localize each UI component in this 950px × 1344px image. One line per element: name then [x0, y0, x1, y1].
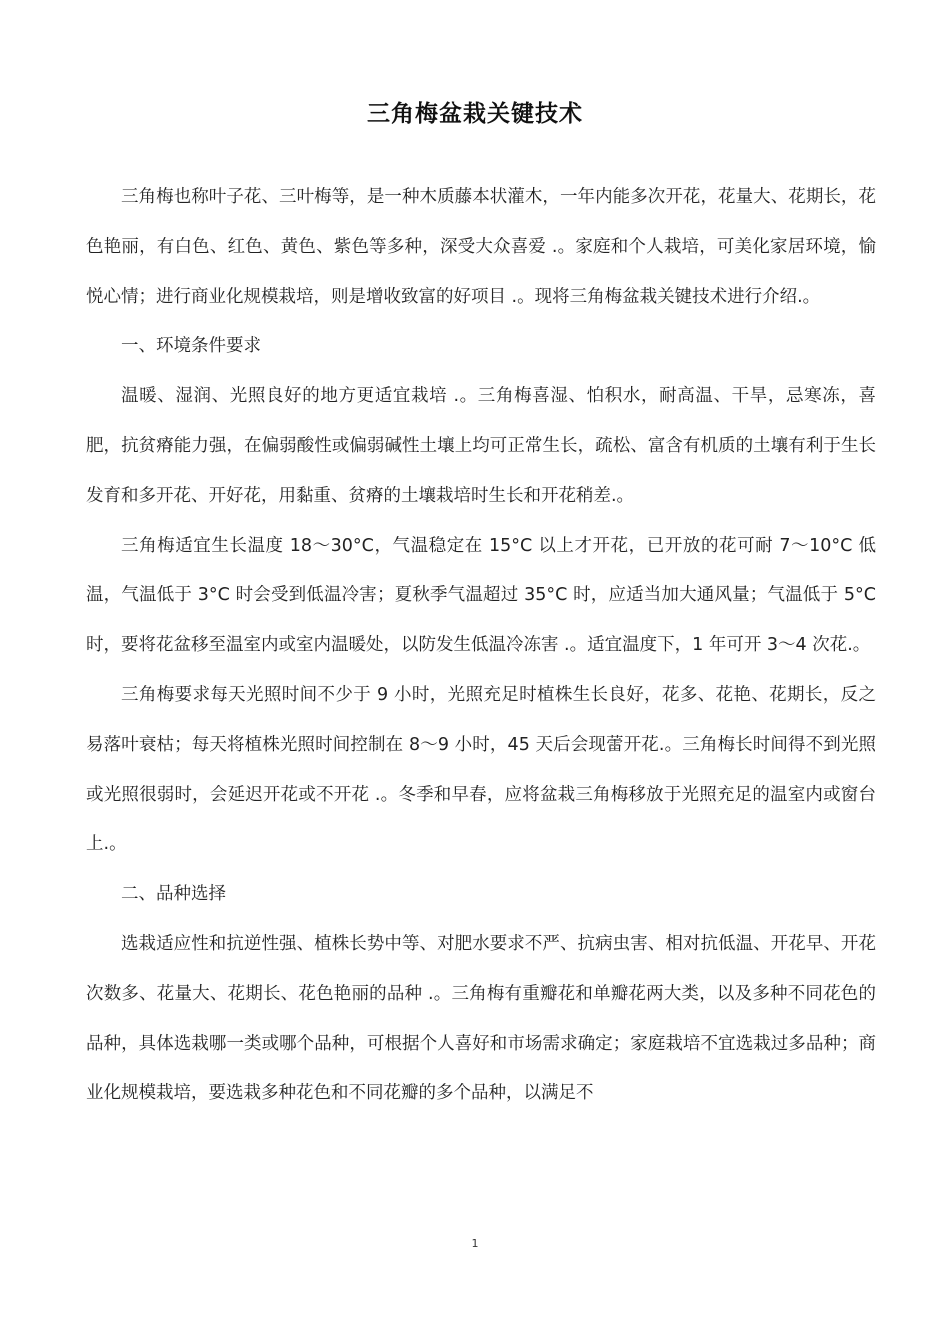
section-heading-variety: 二、品种选择 [121, 884, 226, 905]
variety-paragraph: 选栽适应性和抗逆性强、植株长势中等、对肥水要求不严、抗病虫害、相对抗低温、开花早、开花次数多、花量大、花期长、花色艳丽的品种 .。三角梅有重瓣花和单瓣花两大类，以及多种不同花色的品种，具体选栽哪一类或哪个品种，可根据个人喜好和市场需求确定；家庭栽培不宜选栽过多品种；商业化规模栽培，要选栽多种花色和不同花瓣的多个品种，以满足不 [86, 933, 876, 1104]
temperature-paragraph: 三角梅适宜生长温度 18～30°C，气温稳定在 15°C 以上才开花，已开放的花可耐 7～10°C 低温，气温低于 3°C 时会受到低温冷害；夏秋季气温超过 35°C 时，应适当加大通风量；气温低于 5°C 时，要将花盆移至温室内或室内温暖处，以防发生低温冷冻害 .。适宜温度下，1 年可开 3～4 次花.。 [86, 535, 876, 656]
environment-paragraph: 温暖、湿润、光照良好的地方更适宜栽培 .。三角梅喜湿、怕积水，耐高温、干旱，忌寒冻，喜肥，抗贫瘠能力强，在偏弱酸性或偏弱碱性土壤上均可正常生长，疏松、富含有机质的土壤有利于生长发育和多开花、开好花，用黏重、贫瘠的土壤栽培时生长和开花稍差.。 [86, 386, 876, 506]
document-title: 三角梅盆栽关键技术 [367, 101, 583, 127]
intro-paragraph: 三角梅也称叶子花、三叶梅等，是一种木质藤本状灌木，一年内能多次开花，花量大、花期长，花色艳丽，有白色、红色、黄色、紫色等多种，深受大众喜爱 .。家庭和个人栽培，可美化家居环境，愉悦心情；进行商业化规模栽培，则是增收致富的好项目 .。现将三角梅盆栽关键技术进行介绍.。 [86, 187, 876, 307]
document-body [86, 173, 876, 1119]
page-number: 1 [471, 1237, 479, 1250]
light-paragraph: 三角梅要求每天光照时间不少于 9 小时，光照充足时植株生长良好，花多、花艳、花期长，反之易落叶衰枯；每天将植株光照时间控制在 8～9 小时，45 天后会现蕾开花.。三角梅长时间得不到光照或光照很弱时，会延迟开花或不开花 .。冬季和早春，应将盆栽三角梅移放于光照充足的温室内或窗台上.。 [86, 684, 876, 855]
section-heading-environment: 一、环境条件要求 [121, 336, 261, 357]
